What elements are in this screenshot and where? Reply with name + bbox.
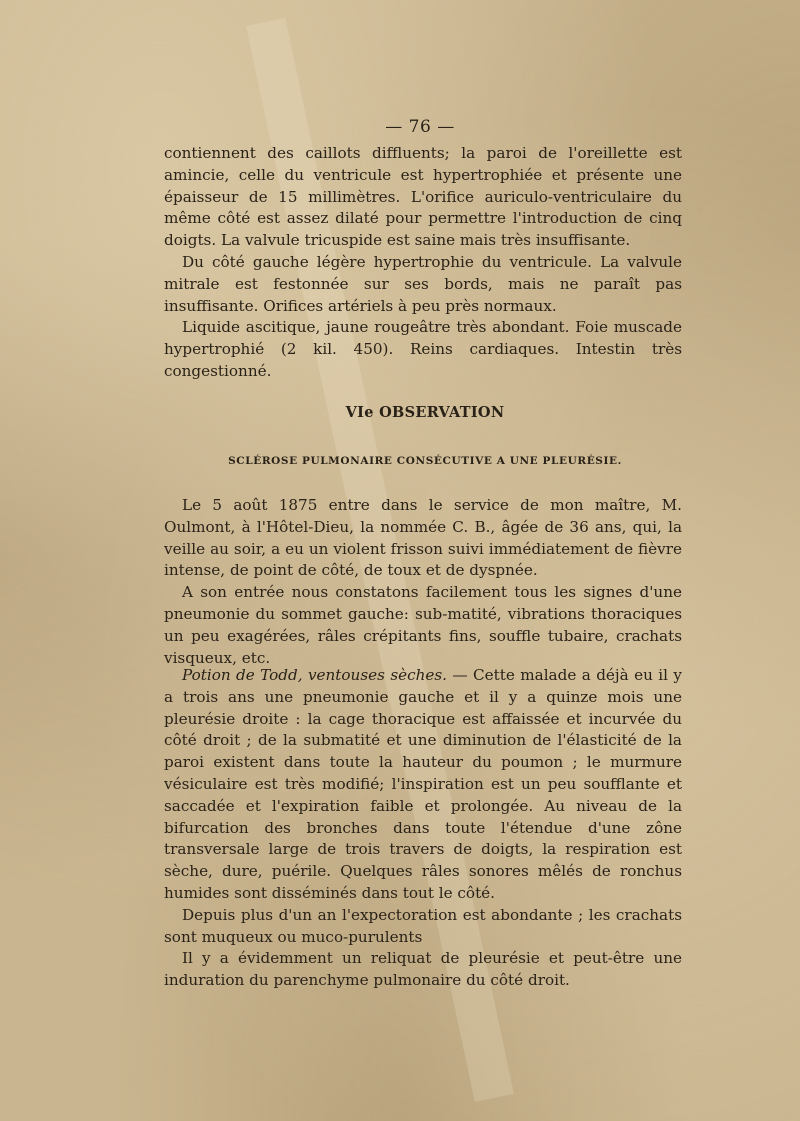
treatment-text: — Cette malade a déjà eu il y a trois ans une pneumonie gauche et il y a quinze mois une pleurésie droite : la cage thoracique est affaissée et incurvée du côté droit ; de la submatité et une diminution de l'élasticité de la paroi existent dans toute la hauteur du poumon ; le murmure vésiculaire est très modifié; l'inspiration est un peu soufflante et saccadée et l'expiration faible et prolongée. Au niveau de la bifurcation des bronches dans toute l'étendue d'une zône transversale large de trois travers de doigts, la respiration est sèche, dure, puérile. Quelques râles sonores mêlés de ronchus humides sont disséminés dans tout le côté.: [164, 666, 682, 902]
paragraph-signs: A son entrée nous constatons facilement tous les signes d'une pneumonie du sommet gauche: sub-matité, vibrations thoraciques un peu exagérées, râles crépitants fins, souffle tubaire, crachats visqueux, etc.: [164, 583, 682, 667]
paragraph-block-case: [164, 495, 682, 669]
paragraph-treatment: [164, 665, 682, 905]
page-number: — 76 —: [385, 117, 455, 137]
paragraph-block-top: [164, 143, 682, 383]
observation-title: VIe OBSERVATION: [345, 404, 505, 421]
paragraph-ascites: Liquide ascitique, jaune rougeâtre très abondant. Foie muscade hypertrophié (2 kil. 450). Reins cardiaques. Intestin très congestionné.: [164, 318, 682, 380]
paragraph-heart-right: contiennent des caillots diffluents; la paroi de l'oreillette est amincie, celle du ventricule est hypertrophiée et présente une épaisseur de 15 millimètres. L'orifice auriculo-ventriculaire du même côté est assez dilaté pour permettre l'introduction de cinq doigts. La valvule tricuspide est saine mais très insuffisante.: [164, 144, 682, 250]
treatment-italic: Potion de Todd, ventouses sèches.: [182, 666, 447, 684]
paragraph-block-treatment: [164, 665, 682, 992]
observation-subtitle: SCLÉROSE PULMONAIRE CONSÉCUTIVE A UNE PLEURÉSIE.: [228, 455, 622, 467]
paragraph-conclusion: Il y a évidemment un reliquat de pleurésie et peut-être une induration du parenchyme pulmonaire du côté droit.: [164, 949, 682, 990]
paragraph-heart-left: Du côté gauche légère hypertrophie du ventricule. La valvule mitrale est festonnée sur ses bords, mais ne paraît pas insuffisante. Orifices artériels à peu près normaux.: [164, 252, 682, 315]
paragraph-admission: Le 5 août 1875 entre dans le service de mon maître, M. Oulmont, à l'Hôtel-Dieu, la nommée C. B., âgée de 36 ans, qui, la veille au soir, a eu un violent frisson suivi immédiatement de fièvre intense, de point de côté, de toux et de dyspnée.: [164, 496, 682, 580]
paragraph-expectoration: Depuis plus d'un an l'expectoration est abondante ; les crachats sont muqueux ou muco-purulents: [164, 905, 682, 946]
